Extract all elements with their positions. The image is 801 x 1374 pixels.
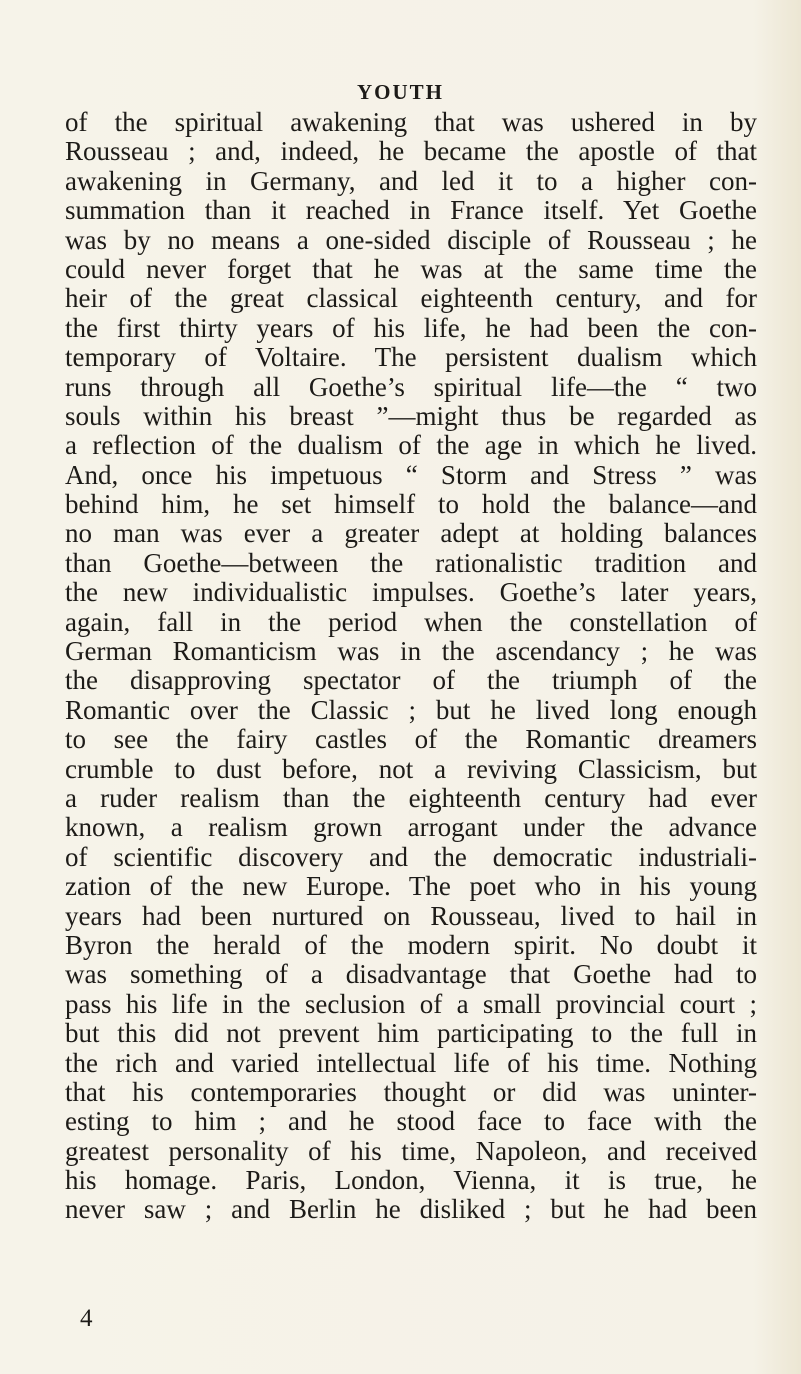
text-line: of the spiritual awakening that was ushered in by — [65, 107, 757, 137]
text-line: was something of a disadvantage that Goethe had to — [65, 959, 757, 990]
text-line: a ruder realism than the eighteenth century had ever — [65, 782, 757, 813]
text-line: awakening in Germany, and led it to a higher con- — [65, 165, 757, 196]
text-line: could never forget that he was at the same time the — [65, 253, 757, 284]
text-line: the disapproving spectator of the triumph of the — [65, 665, 757, 696]
text-line: Rousseau ; and, indeed, he became the apostle of that — [65, 136, 757, 167]
text-line: runs through all Goethe’s spiritual life—the “ two — [65, 371, 757, 402]
page-number: 4 — [80, 1305, 93, 1332]
text-line: the rich and varied intellectual life of his time. Nothing — [65, 1047, 757, 1078]
text-line: summation than it reached in France itself. Yet Goethe — [65, 195, 757, 226]
text-line: And, once his impetuous “ Storm and Stress ” was — [65, 459, 757, 490]
text-line: that his contemporaries thought or did was uninter- — [65, 1076, 757, 1107]
text-line: years had been nurtured on Rousseau, lived to hail in — [65, 900, 757, 931]
text-line: temporary of Voltaire. The persistent dualism which — [65, 342, 757, 373]
text-line: no man was ever a greater adept at holding balances — [65, 518, 757, 549]
text-line: zation of the new Europe. The poet who in his young — [65, 871, 757, 902]
text-line: greatest personality of his time, Napoleon, and received — [65, 1135, 757, 1166]
text-line: souls within his breast ”—might thus be regarded as — [65, 400, 757, 431]
text-line: but this did not prevent him participating to the full in — [65, 1018, 757, 1049]
text-line: Romantic over the Classic ; but he lived long enough — [65, 694, 757, 725]
text-line: known, a realism grown arrogant under the advance — [65, 812, 757, 843]
running-head: YOUTH — [356, 80, 444, 104]
text-line: the first thirty years of his life, he had been the con- — [65, 312, 757, 343]
body-text — [65, 108, 757, 1225]
text-line: crumble to dust before, not a reviving Classicism, but — [65, 753, 757, 784]
text-line: to see the fairy castles of the Romantic dreamers — [65, 724, 757, 755]
text-line: his homage. Paris, London, Vienna, it is true, he — [65, 1165, 757, 1196]
text-line: was by no means a one-sided disciple of Rousseau ; he — [65, 224, 757, 255]
text-line: of scientific discovery and the democratic industriali- — [65, 841, 757, 872]
text-line: than Goethe—between the rationalistic tradition and — [65, 547, 757, 578]
text-line: Byron the herald of the modern spirit. No doubt it — [65, 929, 757, 960]
text-line: German Romanticism was in the ascendancy ; he was — [65, 636, 757, 667]
text-line: pass his life in the seclusion of a small provincial court ; — [65, 988, 757, 1019]
text-line: again, fall in the period when the constellation of — [65, 606, 757, 637]
text-line: a reflection of the dualism of the age in which he lived. — [65, 430, 757, 461]
text-line: the new individualistic impulses. Goethe’s later years, — [65, 577, 757, 608]
text-line: behind him, he set himself to hold the balance—and — [65, 489, 757, 520]
text-line: heir of the great classical eighteenth century, and for — [65, 283, 757, 314]
text-line: esting to him ; and he stood face to face with the — [65, 1106, 757, 1137]
text-line: never saw ; and Berlin he disliked ; but he had been — [65, 1194, 757, 1225]
